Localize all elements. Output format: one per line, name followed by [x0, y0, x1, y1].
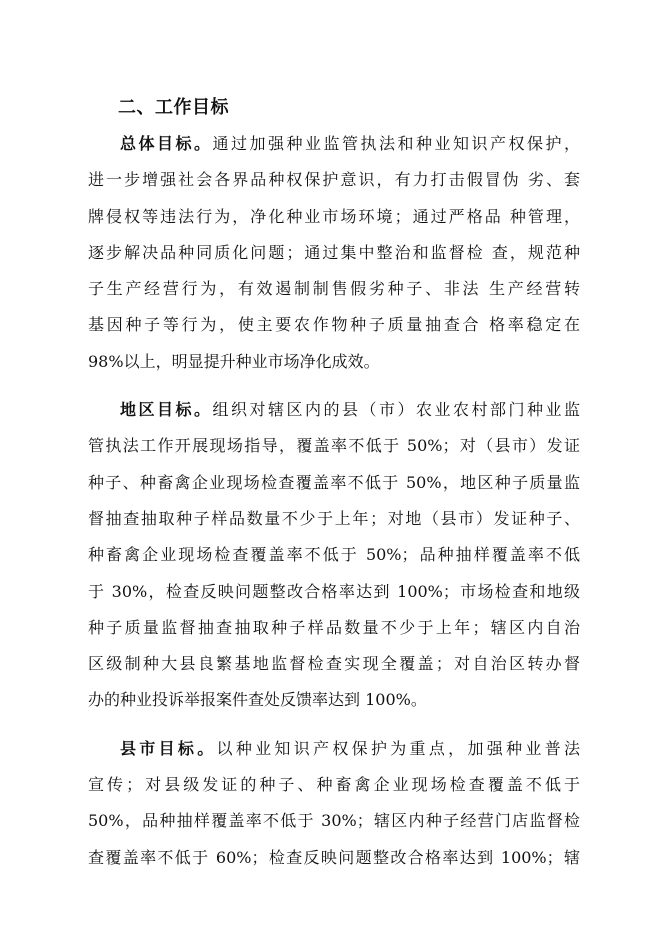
line-text: 查覆盖率不低于 60%；检查反映问题整改合格率达到 100%；辖	[88, 847, 580, 867]
line-text: 逐步解决品种同质化问题；通过集中整治和监督检 查，规范种	[88, 242, 580, 262]
section-heading: 二、工作目标	[118, 97, 229, 118]
paragraph-lead: 地区目标。	[120, 400, 213, 420]
line-text: 管执法工作开展现场指导，覆盖率不低于 50%；对（县市）发证	[88, 436, 580, 456]
paragraph	[88, 392, 580, 719]
line-text: 种畜禽企业现场检查覆盖率不低于 50%；品种抽样覆盖率不低	[88, 545, 580, 565]
line-text: 于 30%，检查反映问题整改合格率达到 100%；市场检查和地级	[88, 581, 580, 601]
text-line	[88, 392, 580, 428]
text-line	[88, 537, 580, 573]
document-page	[88, 96, 580, 888]
line-text: 区级制种大县良繁基地监督检查实现全覆盖；对自治区转办督	[88, 654, 580, 674]
text-line	[88, 646, 580, 682]
body-text	[88, 126, 580, 876]
text-line	[88, 126, 580, 162]
text-line	[88, 344, 580, 380]
line-text: 通过加强种业监管执法和种业知识产权保护，	[212, 134, 580, 153]
text-line	[88, 803, 580, 839]
line-text: 牌侵权等违法行为，净化种业市场环境；通过严格品 种管理，	[88, 206, 580, 226]
text-line	[88, 767, 580, 803]
paragraph-lead: 总体目标。	[120, 134, 213, 153]
text-line	[88, 271, 580, 307]
text-line	[88, 574, 580, 610]
line-text: 98%以上，明显提升种业市场净化成效。	[88, 351, 380, 371]
paragraph-lead: 县市目标。	[120, 738, 217, 758]
line-text: 办的种业投诉举报案件查处反馈率达到 100%。	[88, 690, 427, 710]
line-text: 子生产经营行为，有效遏制制售假劣种子、非法 生产经营转	[88, 279, 580, 299]
line-text: 种子、种畜禽企业现场检查覆盖率不低于 50%，地区种子质量监	[88, 472, 580, 492]
line-text: 宣传；对县级发证的种子、种畜禽企业现场检查覆盖不低于	[88, 775, 580, 795]
text-line	[88, 731, 580, 767]
line-text: 种子质量监督抽查抽取种子样品数量不少于上年；辖区内自治	[88, 617, 580, 637]
line-text: 组织对辖区内的县（市）农业农村部门种业监	[212, 400, 580, 420]
text-line	[88, 465, 580, 501]
text-line	[88, 682, 580, 718]
paragraph	[88, 126, 580, 380]
text-line	[88, 610, 580, 646]
text-line	[88, 235, 580, 271]
paragraph	[88, 731, 580, 876]
text-line	[88, 501, 580, 537]
text-line	[88, 307, 580, 343]
text-line	[88, 428, 580, 464]
line-text: 以种业知识产权保护为重点，加强种业普法	[216, 738, 580, 758]
text-line	[88, 840, 580, 876]
line-text: 50%，品种抽样覆盖率不低于 30%；辖区内种子经营门店监督检	[88, 811, 580, 831]
text-line	[88, 199, 580, 235]
line-text: 基因种子等行为，使主要农作物种子质量抽查合 格率稳定在	[88, 315, 580, 335]
line-text: 进一步增强社会各界品种权保护意识，有力打击假冒伪 劣、套	[88, 170, 580, 190]
text-line	[88, 162, 580, 198]
line-text: 督抽查抽取种子样品数量不少于上年；对地（县市）发证种子、	[88, 508, 580, 528]
